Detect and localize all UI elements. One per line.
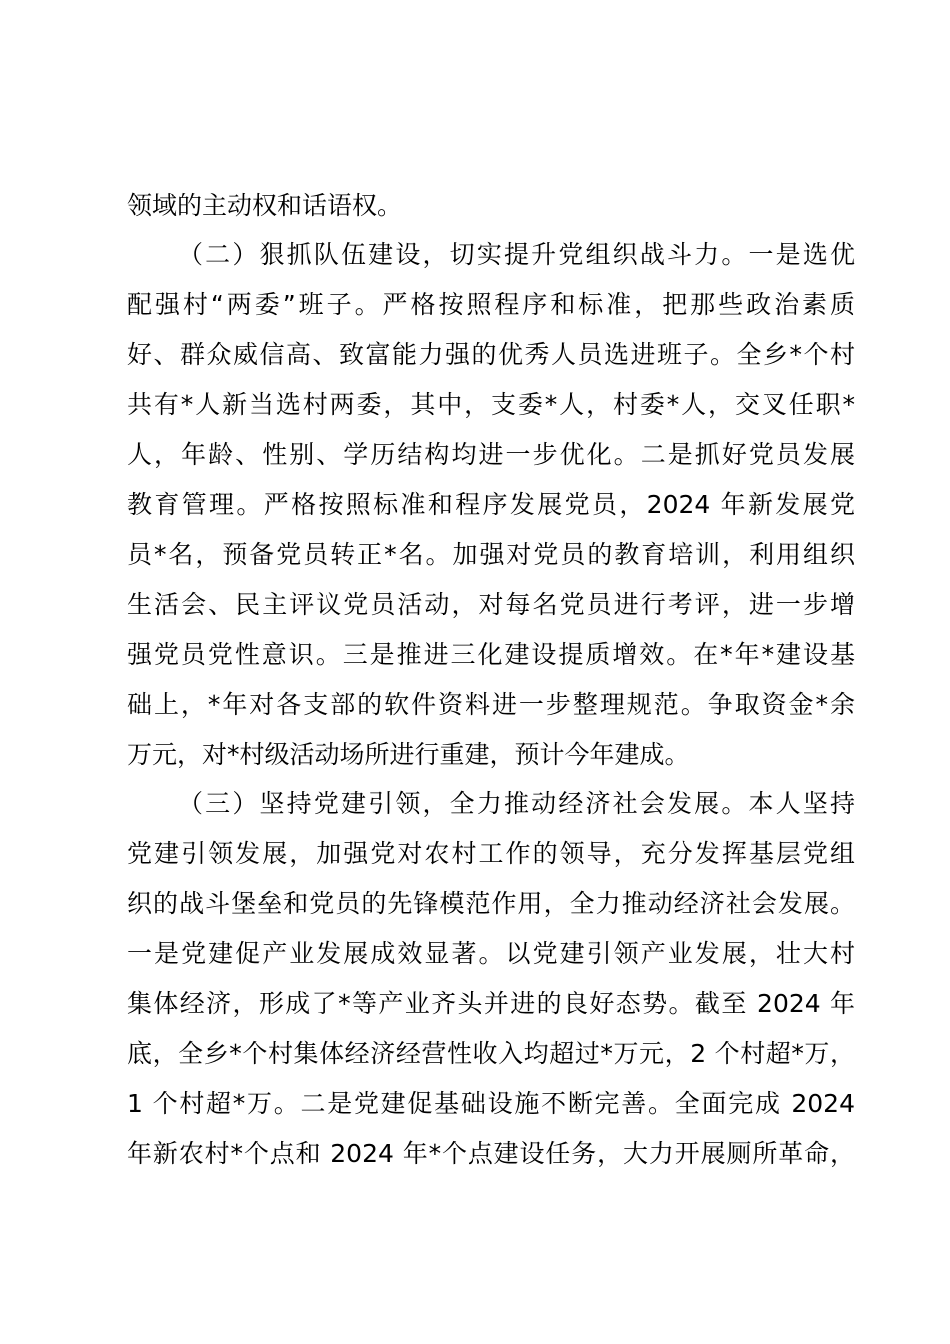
text-line-17: 集体经济，形成了*等产业齐头并进的良好态势。截至 2024 年 (127, 989, 855, 1018)
text-line-3: 配强村“两委”班子。严格按照程序和标准，把那些政治素质 (127, 290, 855, 319)
text-line-16: 一是党建促产业发展成效显著。以党建引领产业发展，壮大村 (127, 939, 855, 968)
text-line-9: 生活会、民主评议党员活动，对每名党员进行考评，进一步增 (127, 590, 855, 619)
text-line-12: 万元，对*村级活动场所进行重建，预计今年建成。 (127, 740, 690, 769)
text-line-20: 年新农村*个点和 2024 年*个点建设任务，大力开展厕所革命， (127, 1139, 855, 1168)
text-line-4: 好、群众威信高、致富能力强的优秀人员选进班子。全乡*个村 (127, 340, 855, 369)
text-line-5: 共有*人新当选村两委，其中，支委*人，村委*人，交叉任职* (127, 390, 855, 419)
text-line-13: （三）坚持党建引领，全力推动经济社会发展。本人坚持 (178, 789, 855, 818)
text-line-2: （二）狠抓队伍建设，切实提升党组织战斗力。一是选优 (178, 240, 855, 269)
text-line-19: 1 个村超*万。二是党建促基础设施不断完善。全面完成 2024 (127, 1089, 855, 1118)
text-line-10: 强党员党性意识。三是推进三化建设提质增效。在*年*建设基 (127, 640, 855, 669)
text-line-8: 员*名，预备党员转正*名。加强对党员的教育培训，利用组织 (127, 540, 855, 569)
text-line-7: 教育管理。严格按照标准和程序发展党员，2024 年新发展党 (127, 490, 855, 519)
text-line-15: 织的战斗堡垒和党员的先锋模范作用，全力推动经济社会发展。 (127, 889, 855, 918)
text-line-1: 领域的主动权和话语权。 (127, 191, 403, 220)
text-line-11: 础上，*年对各支部的软件资料进一步整理规范。争取资金*余 (127, 690, 855, 719)
text-line-14: 党建引领发展，加强党对农村工作的领导，充分发挥基层党组 (127, 839, 855, 868)
text-line-18: 底，全乡*个村集体经济经营性收入均超过*万元，2 个村超*万， (127, 1039, 855, 1068)
text-line-6: 人，年龄、性别、学历结构均进一步优化。二是抓好党员发展 (127, 440, 855, 469)
